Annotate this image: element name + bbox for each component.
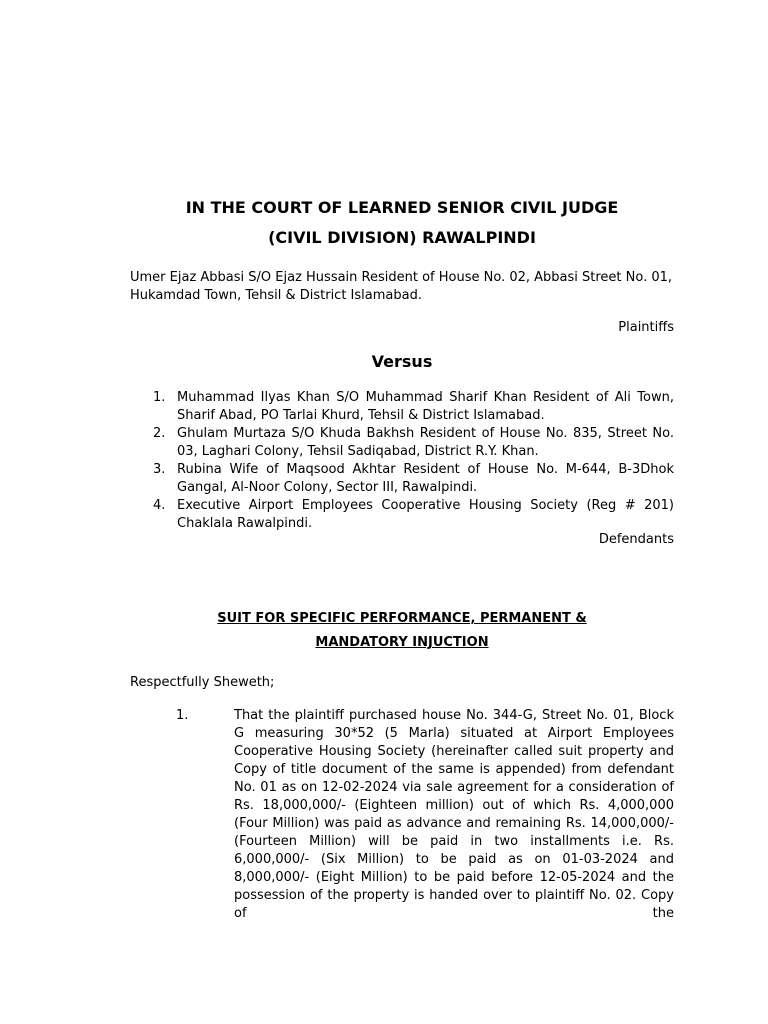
court-heading-line1: IN THE COURT OF LEARNED SENIOR CIVIL JUDGE [185, 198, 619, 217]
defendant-number: 3. [153, 462, 166, 477]
paragraph-number: 1. [176, 708, 189, 723]
court-heading-line2: (CIVIL DIVISION) RAWALPINDI [268, 228, 536, 247]
defendant-item [130, 425, 674, 461]
suit-title-line1: SUIT FOR SPECIFIC PERFORMANCE, PERMANENT & [217, 611, 587, 626]
defendant-text: Executive Airport Employees Cooperative Housing Society (Reg # 201) Chaklala Rawalpindi. [177, 498, 674, 531]
salutation: Respectfully Sheweth; [130, 675, 275, 690]
defendant-item [130, 389, 674, 425]
defendant-text: Rubina Wife of Maqsood Akhtar Resident of House No. M-644, B-3Dhok Gangal, Al-Noor Colony, Sector III, Rawalpindi. [177, 462, 674, 495]
defendants-label: Defendants [598, 532, 674, 547]
defendant-number: 1. [153, 390, 166, 405]
versus-heading: Versus [371, 352, 433, 371]
defendant-number: 2. [153, 426, 166, 441]
defendant-item [130, 461, 674, 497]
suit-title-line2: MANDATORY INJUCTION [315, 635, 489, 650]
defendant-text: Ghulam Murtaza S/O Khuda Bakhsh Resident of House No. 835, Street No. 03, Laghari Colony, Tehsil Sadiqabad, District R.Y. Khan. [177, 426, 674, 459]
defendants-list [130, 389, 674, 533]
paragraph-text: That the plaintiff purchased house No. 344-G, Street No. 01, Block G measuring 30*52 (5 Marla) situated at Airport Employees Cooperative Housing Society (hereinafter called suit property and Copy of title document of the same is appended) from defendant No. 01 as on 12-02-2024 via sale agreement for a consideration of Rs. 18,000,000/- (Eighteen million) out of which Rs. 4,000,000 (Four Million) was paid as advance and remaining Rs. 14,000,000/- (Fourteen Million) will be paid in two installments i.e. Rs. 6,000,000/- (Six Million) to be paid as on 01-03-2024 and 8,000,000/- (Eight Million) to be paid before 12-05-2024 and the possession of the property is handed over to plaintiff No. 02. Copy of the [234, 708, 674, 921]
defendant-number: 4. [153, 498, 166, 513]
plaintiff-details: Umer Ejaz Abbasi S/O Ejaz Hussain Resident of House No. 02, Abbasi Street No. 01, Hukamdad Town, Tehsil & District Islamabad. [130, 270, 673, 303]
defendant-text: Muhammad Ilyas Khan S/O Muhammad Sharif Khan Resident of Ali Town, Sharif Abad, PO Tarlai Khurd, Tehsil & District Islamabad. [177, 390, 674, 423]
defendant-item [130, 497, 674, 533]
plaintiff-label: Plaintiffs [618, 320, 674, 335]
